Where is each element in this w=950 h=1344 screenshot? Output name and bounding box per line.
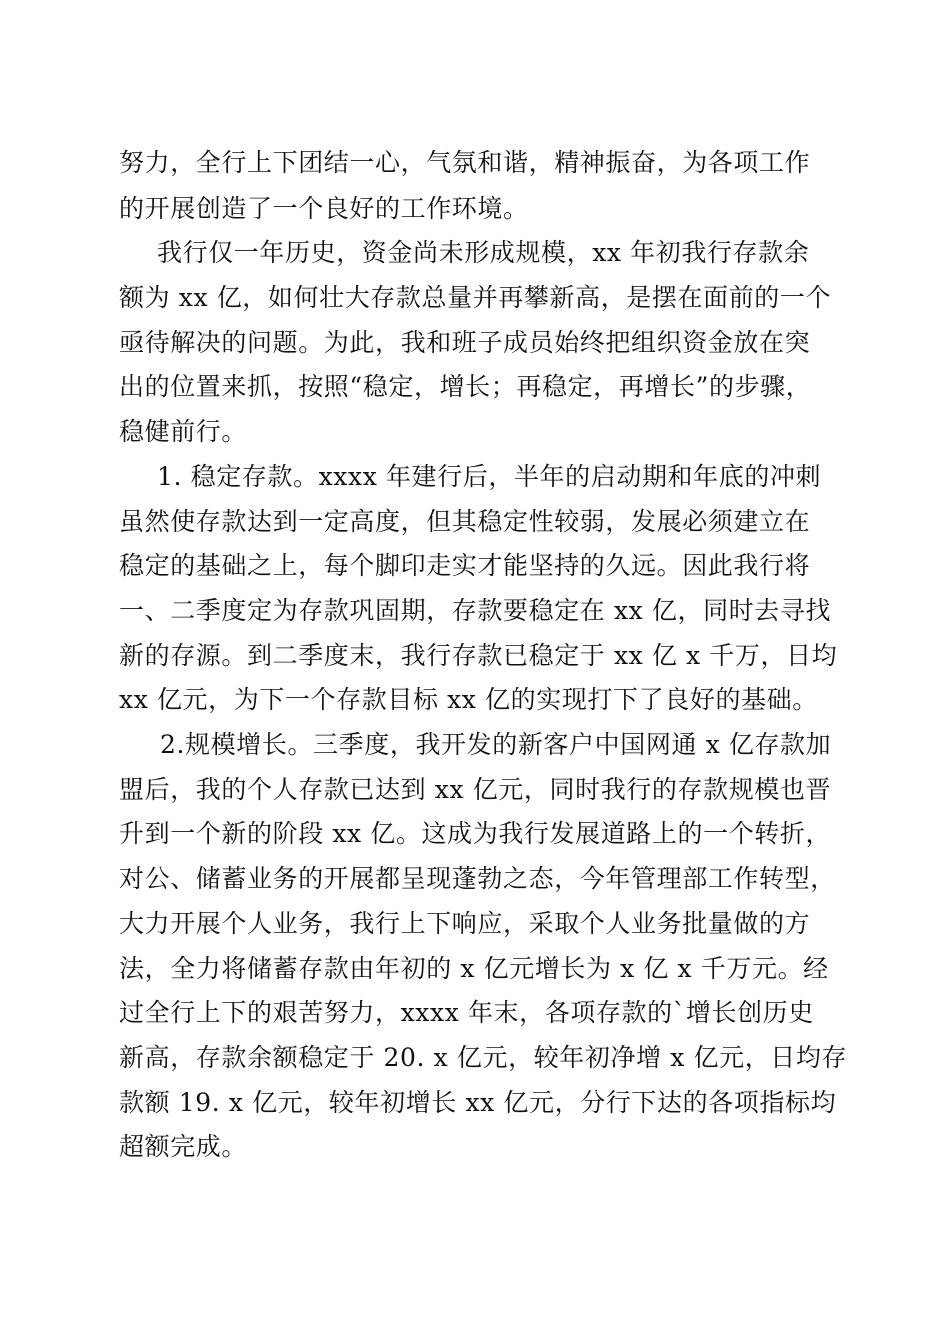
text-line: 一、二季度定为存款巩固期，存款要稳定在 xx 亿，同时去寻找 [119, 596, 832, 625]
text-line: xx 亿元，为下一个存款目标 xx 亿的实现打下了良好的基础。 [119, 685, 818, 714]
text-line: 超额完成。 [119, 1132, 248, 1161]
text-line: 新的存源。到二季度末，我行存款已稳定于 xx 亿 x 千万，日均 [119, 641, 838, 670]
text-line: 盟后，我的个人存款已达到 xx 亿元，同时我行的存款规模也晋 [119, 775, 832, 804]
text-line: 额为 xx 亿，如何壮大存款总量并再攀新高，是摆在面前的一个 [119, 283, 832, 312]
text-line: 1. 稳定存款。xxxx 年建行后，半年的启动期和年底的冲刺 [157, 462, 822, 491]
text-line: 款额 19. x 亿元，较年初增长 xx 亿元，分行下达的各项指标均 [119, 1088, 837, 1117]
text-line: 虽然使存款达到一定高度，但其稳定性较弱，发展必须建立在 [119, 507, 811, 536]
text-line: 大力开展个人业务，我行上下响应，采取个人业务批量做的方 [119, 909, 811, 938]
text-line: 新高，存款余额稳定于 20. x 亿元，较年初净增 x 亿元，日均存 [119, 1043, 848, 1072]
text-line: 的开展创造了一个良好的工作环境。 [119, 194, 529, 223]
text-line: 过全行上下的艰苦努力，xxxx 年末，各项存款的`增长创历史 [119, 998, 814, 1027]
text-line: 升到一个新的阶段 xx 亿。这成为我行发展道路上的一个转折， [119, 819, 832, 848]
text-line: 稳健前行。 [119, 417, 248, 446]
text-line: 对公、储蓄业务的开展都呈现蓬勃之态，今年管理部工作转型， [119, 864, 836, 893]
text-line: 出的位置来抓，按照“稳定，增长；再稳定，再增长”的步骤， [119, 372, 812, 401]
text-line: 努力，全行上下团结一心，气氛和谐，精神振奋，为各项工作 [119, 148, 811, 177]
text-line: 2.规模增长。三季度，我开发的新客户中国网通 x 亿存款加 [160, 730, 832, 759]
text-line: 稳定的基础之上，每个脚印走实才能坚持的久远。因此我行将 [119, 551, 811, 580]
text-line: 法，全力将储蓄存款由年初的 x 亿元增长为 x 亿 x 千万元。经 [119, 954, 829, 983]
text-line: 我行仅一年历史，资金尚未形成规模，xx 年初我行存款余 [157, 238, 810, 267]
text-line: 亟待解决的问题。为此，我和班子成员始终把组织资金放在突 [119, 328, 811, 357]
